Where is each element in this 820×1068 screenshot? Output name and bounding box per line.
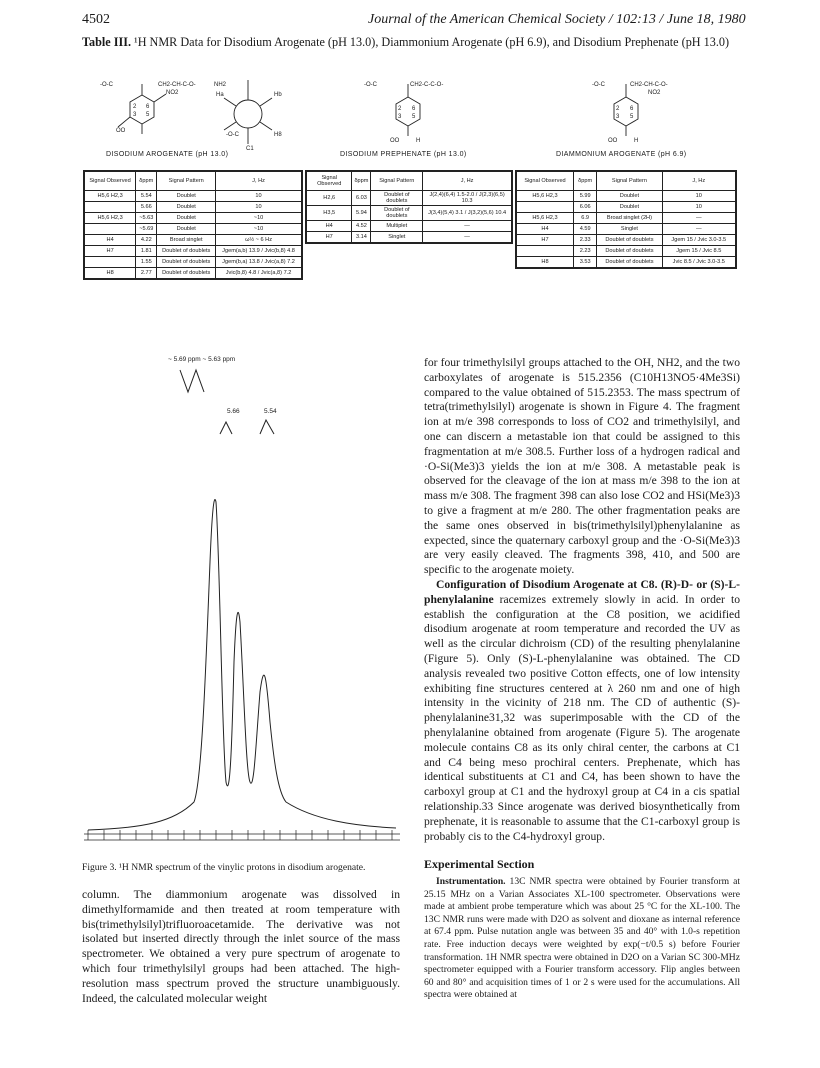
- table-cell: 4.22: [136, 235, 157, 246]
- table-cell: Singlet: [371, 232, 423, 244]
- table-cell: ~5.63: [136, 213, 157, 224]
- table-row: [516, 202, 736, 213]
- header-j: J, Hz: [423, 171, 512, 191]
- svg-text:5: 5: [146, 112, 150, 118]
- svg-text:-O-C: -O-C: [100, 82, 113, 88]
- table-cell: H2,6: [306, 191, 352, 206]
- table-cell: Jvic 8.5 / Jvic 3.0-3.5: [662, 257, 736, 269]
- table-cell: Doublet of doublets: [371, 191, 423, 206]
- table-cell: Jgem(a,b) 13.9 / Jvic(b,8) 4.8: [216, 246, 302, 257]
- svg-text:-O-C: -O-C: [364, 82, 377, 88]
- table-cell: Jgem 15 / Jvic 3.0-3.5: [662, 235, 736, 246]
- svg-text:-O-C: -O-C: [226, 132, 239, 138]
- table-cell: Doublet: [597, 202, 662, 213]
- header-delta: δppm: [352, 171, 371, 191]
- table-cell: [84, 224, 136, 235]
- figure-peak-label-554: 5.54: [264, 408, 277, 415]
- svg-text:6: 6: [412, 106, 416, 112]
- instrumentation-text: 13C NMR spectra were obtained by Fourier transform at 25.15 MHz on a Varian Associates XL-100 spectrometer. Observations were made at ambient probe temperature which was about 25 °C for the XL-100. The 13C NMR runs were made with D2O as solvent and dioxane as internal reference at 67.4 ppm. Pulse nutation angle was between 35 and 40° with 1.0-s repetition rate. Free induction decays were weighted by exp(−t/0.5 s) before Fourier transformation. 1H NMR spectra were obtained in D2O on a Varian SC 300-MHz spectrometer equipped with a Fourier transform accessory. Flip angles between 60 and 80° and acquisition times of 1 or 2 s were used for the accumulations. All spectra were obtained at: [424, 876, 740, 1001]
- svg-text:3: 3: [398, 114, 402, 120]
- config-heading: Configuration of Disodium Arogenate at C8. (R)-D- or (S)-L-phenylalanine: [424, 577, 740, 606]
- table-row: [84, 191, 302, 202]
- svg-text:H: H: [634, 138, 639, 144]
- table-cell: H4: [306, 221, 352, 232]
- figure-caption: Figure 3. ¹H NMR spectrum of the vinylic protons in disodium arogenate.: [82, 862, 366, 873]
- table-row: [516, 257, 736, 269]
- header-pattern: Signal Pattern: [597, 171, 662, 191]
- table-cell: Jgem(b,a) 13.8 / Jvic(a,8) 7.2: [216, 257, 302, 268]
- table-cell: 2.23: [573, 246, 596, 257]
- table-cell: [516, 246, 573, 257]
- table-cell: Jgem 15 / Jvic 8.5: [662, 246, 736, 257]
- table-cell: Doublet: [157, 224, 216, 235]
- header-j: J, Hz: [216, 171, 302, 191]
- svg-text:H8: H8: [274, 132, 282, 138]
- svg-text:2: 2: [133, 104, 137, 110]
- table-cell: H5,6 H2,3: [84, 191, 136, 202]
- table-cell: 10: [662, 191, 736, 202]
- table-cell: H8: [516, 257, 573, 269]
- nmr-table-prephenate: [305, 170, 513, 244]
- experimental-heading: Experimental Section: [424, 857, 535, 871]
- table-cell: 4.52: [352, 221, 371, 232]
- svg-text:H: H: [416, 138, 421, 144]
- header-delta: δppm: [136, 171, 157, 191]
- table-row: [306, 206, 512, 221]
- table-row: [84, 268, 302, 280]
- svg-text:Ha: Ha: [216, 92, 224, 98]
- structure-label-arogenate: DISODIUM AROGENATE (pH 13.0): [106, 151, 229, 158]
- nmr-table-ammonium: [515, 170, 737, 269]
- table-row: [516, 224, 736, 235]
- table-cell: H5,6 H2,3: [516, 213, 573, 224]
- journal-header: Journal of the American Chemical Society / 102:13 / June 18, 1980: [368, 12, 746, 27]
- prephenate-structure: [360, 72, 480, 152]
- table-cell: 10: [662, 202, 736, 213]
- table-row: [84, 246, 302, 257]
- svg-text:5: 5: [630, 114, 634, 120]
- table-cell: Doublet: [157, 191, 216, 202]
- table-cell: 4.59: [573, 224, 596, 235]
- structure-label-ammonium: DIAMMONIUM AROGENATE (pH 6.9): [556, 151, 687, 158]
- header-delta: δppm: [573, 171, 596, 191]
- svg-text:3: 3: [616, 114, 620, 120]
- table-cell: 5.54: [136, 191, 157, 202]
- svg-text:OO: OO: [390, 138, 400, 144]
- table-cell: [516, 202, 573, 213]
- table-cell: 3.14: [352, 232, 371, 244]
- table-cell: ~10: [216, 213, 302, 224]
- table-cell: 2.33: [573, 235, 596, 246]
- table-cell: Doublet: [157, 213, 216, 224]
- svg-text:2: 2: [398, 106, 402, 112]
- table-cell: H4: [84, 235, 136, 246]
- table-cell: —: [662, 224, 736, 235]
- table-cell: —: [423, 232, 512, 244]
- table-row: [84, 213, 302, 224]
- svg-text:6: 6: [630, 106, 634, 112]
- header-signal: Signal Observed: [516, 171, 573, 191]
- svg-text:-O-C: -O-C: [592, 82, 605, 88]
- table-cell: J(3,4)(5,4) 3.1 / J(3,2)(5,6) 10.4: [423, 206, 512, 221]
- table-cell: 10: [216, 191, 302, 202]
- table-row: [84, 257, 302, 268]
- structure-label-prephenate: DISODIUM PREPHENATE (pH 13.0): [340, 151, 467, 158]
- table-cell: J(2,4)(6,4) 1.5-2.0 / J(2,3)(6,5) 10.3: [423, 191, 512, 206]
- header-signal: Signal Observed: [84, 171, 136, 191]
- table-cell: ~5.69: [136, 224, 157, 235]
- table-caption-label: Table III.: [82, 35, 131, 49]
- svg-text:3: 3: [133, 112, 137, 118]
- arogenate-structure: [96, 72, 336, 152]
- table-cell: Doublet of doublets: [597, 246, 662, 257]
- table-cell: 3.53: [573, 257, 596, 269]
- header-pattern: Signal Pattern: [157, 171, 216, 191]
- spectrum-trace: [88, 500, 396, 831]
- table-cell: 5.94: [352, 206, 371, 221]
- table-row: [306, 232, 512, 244]
- svg-text:CH2-CH-C-O-: CH2-CH-C-O-: [158, 82, 196, 88]
- left-paragraph: column. The diammonium arogenate was dissolved in dimethylformamide and then treated at room temperature with bis(trimethylsilyl)trifluoroacetamide. The derivative was not isolated but inserted directly through the inlet source of the mass spectrometer. We obtained a very pure spectrum of arogenate to which four trimethylsilyl groups had been attached. The high-resolution mass spectrum proved the structure unambiguously. Indeed, the calculated molecular weight: [82, 888, 400, 1005]
- svg-text:C1: C1: [246, 146, 254, 152]
- table-row: [516, 213, 736, 224]
- figure-top-label: ~ 5.69 ppm ~ 5.63 ppm: [168, 356, 236, 363]
- right-column-text: [424, 356, 740, 844]
- table-cell: H7: [516, 235, 573, 246]
- table-cell: H5,6 H2,3: [84, 213, 136, 224]
- table-cell: 1.55: [136, 257, 157, 268]
- table-cell: [84, 202, 136, 213]
- table-row: [516, 235, 736, 246]
- table-cell: Multiplet: [371, 221, 423, 232]
- table-cell: Doublet: [157, 202, 216, 213]
- table-cell: 2.77: [136, 268, 157, 280]
- figure-peak-label-566: 5.66: [227, 408, 240, 415]
- table-cell: 1.81: [136, 246, 157, 257]
- table-cell: 6.06: [573, 202, 596, 213]
- table-cell: Doublet of doublets: [371, 206, 423, 221]
- table-cell: [84, 257, 136, 268]
- svg-text:6: 6: [146, 104, 150, 110]
- table-cell: 5.66: [136, 202, 157, 213]
- svg-text:2: 2: [616, 106, 620, 112]
- table-row: [516, 246, 736, 257]
- table-cell: 10: [216, 202, 302, 213]
- header-j: J, Hz: [662, 171, 736, 191]
- svg-text:5: 5: [412, 114, 416, 120]
- table-cell: H3,5: [306, 206, 352, 221]
- right-paragraph-2: racemizes extremely slowly in acid. In order to establish the configuration at the C8 position, we acidified disodium arogenate at room temperature and recorded the UV as well as the circular dichroism (CD) of the resulting phenylalanine (Figure 5). Only (S)-L-phenylalanine was obtained. The CD analysis revealed two positive Cotton effects, one of low intensity exhibiting fine structures centered at λ 260 nm and one of high intensity in the vicinity of 218 nm. The CD of authentic (S)-phenylalanine31,32 was superimposable with the CD of the phenylalanine obtained from arogenate (Figure 5). The arogenate molecule contains C8 as its only chiral center, the carbons at C1 and C4 being meso prochiral centers. Prephenate, which has identical substituents at C1 and C4, has been shown to have the carboxyl group at C1 and the hydroxyl group at C4 in a cis spatial relationship.33 Since arogenate was derived biosynthetically from prephenate, it is reasonable to assume that the C1-carboxyl group is probably cis to the C4-hydroxyl group.: [424, 592, 740, 843]
- svg-text:NO2: NO2: [648, 90, 661, 96]
- table-cell: Doublet of doublets: [157, 268, 216, 280]
- ammonium-arogenate-structure: [590, 72, 710, 152]
- table-row: [306, 191, 512, 206]
- table-caption: [82, 35, 729, 50]
- nmr-spectrum-figure: [84, 362, 400, 842]
- table-cell: Doublet of doublets: [597, 257, 662, 269]
- table-cell: Broad singlet (2H): [597, 213, 662, 224]
- table-cell: —: [662, 213, 736, 224]
- svg-text:NH2: NH2: [214, 82, 227, 88]
- table-cell: Singlet: [597, 224, 662, 235]
- svg-text:Hb: Hb: [274, 92, 282, 98]
- table-cell: ω½ ~ 6 Hz: [216, 235, 302, 246]
- table-cell: Doublet: [597, 191, 662, 202]
- right-paragraph-1: for four trimethylsilyl groups attached to the OH, NH2, and the two carboxylates of arogenate is 515.2356 (C10H13NO5·4Me3Si) compared to the value obtained of 515.2353. The mass spectrum of tetra(trimethylsilyl) arogenate is shown in Figure 4. The fragment ion at m/e 398 corresponds to loss of CO2 and trimethylsilyl, and one can discern a metastable ion that could be assigned to this fragmentation at m/e 308.5. Further loss of a hydrogen radical and ·O-Si(Me3)3 yields the ion at m/e 308. A metastable peak is observed for the cleavage of the ion at mass m/e 398 to the ion at mass m/e 308. The fragment 398 can also lose CO2 and HSi(Me3)3 to give a fragment at m/e 280. The other fragmentation peaks are the same ones observed in bis(trimethylsilyl)phenylalanine as expected, since the quaternary carboxyl group and the ·O-Si(Me3)3 are very easily cleaved. The fragments 398, 410, and 500 are specific to the arogenate moiety.: [424, 356, 740, 577]
- table-cell: Broad singlet: [157, 235, 216, 246]
- svg-text:NO2: NO2: [166, 90, 179, 96]
- table-cell: Doublet of doublets: [157, 246, 216, 257]
- table-cell: H7: [84, 246, 136, 257]
- table-row: [306, 221, 512, 232]
- table-cell: H8: [84, 268, 136, 280]
- table-caption-text: ¹H NMR Data for Disodium Arogenate (pH 13.0), Diammonium Arogenate (pH 6.9), and Disodium Prephenate (pH 13.0): [131, 35, 730, 49]
- table-cell: 5.99: [573, 191, 596, 202]
- svg-text:CH2-C-C-O-: CH2-C-C-O-: [410, 82, 444, 88]
- svg-text:OO: OO: [608, 138, 618, 144]
- table-cell: Doublet of doublets: [597, 235, 662, 246]
- header-signal: Signal Observed: [306, 171, 352, 191]
- table-row: [84, 235, 302, 246]
- table-cell: H4: [516, 224, 573, 235]
- table-cell: 6.9: [573, 213, 596, 224]
- table-cell: H7: [306, 232, 352, 244]
- nmr-table-arogenate: [83, 170, 303, 280]
- header-pattern: Signal Pattern: [371, 171, 423, 191]
- page-number: 4502: [82, 12, 110, 27]
- left-column-text: [82, 888, 400, 1006]
- table-cell: H5,6 H2,3: [516, 191, 573, 202]
- table-row: [516, 191, 736, 202]
- table-cell: Jvic(b,8) 4.8 / Jvic(a,8) 7.2: [216, 268, 302, 280]
- table-row: [84, 202, 302, 213]
- table-cell: —: [423, 221, 512, 232]
- instrumentation-lead: Instrumentation.: [436, 876, 506, 887]
- svg-text:OO: OO: [116, 128, 126, 134]
- table-cell: Doublet of doublets: [157, 257, 216, 268]
- svg-text:CH2-CH-C-O-: CH2-CH-C-O-: [630, 82, 668, 88]
- table-row: [84, 224, 302, 235]
- table-cell: 6.03: [352, 191, 371, 206]
- experimental-text: [424, 876, 740, 1002]
- table-cell: ~10: [216, 224, 302, 235]
